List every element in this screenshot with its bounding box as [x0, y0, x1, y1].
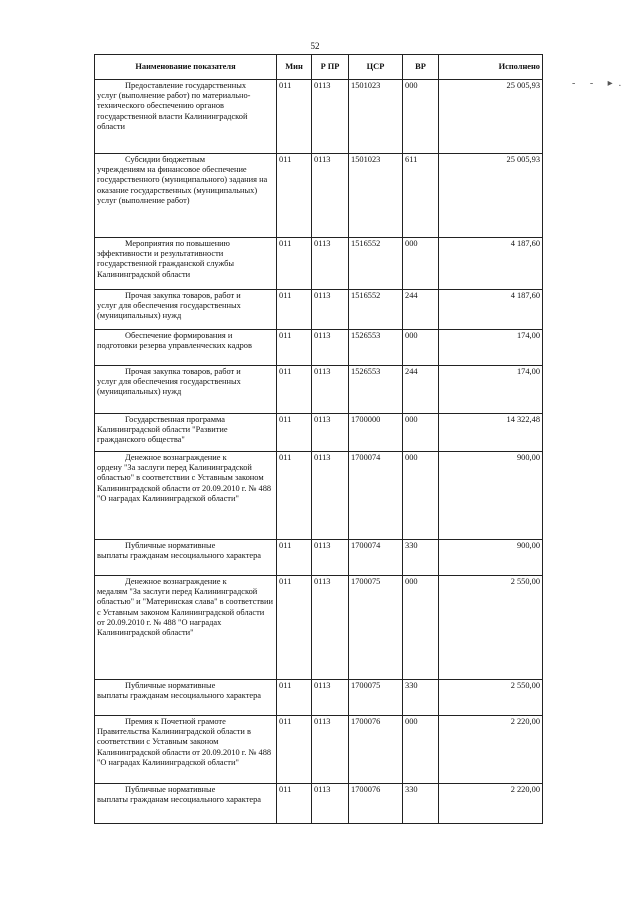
ministry-code-cell: 011	[277, 154, 312, 238]
page-number: 52	[310, 41, 320, 51]
executed-amount-cell: 174,00	[439, 330, 543, 366]
indicator-name-cell	[95, 540, 277, 576]
ministry-code-cell: 011	[277, 238, 312, 290]
indicator-name-rest: услуг для обеспечения государственных (муниципальных) нужд	[97, 301, 241, 321]
executed-amount-cell: 900,00	[439, 540, 543, 576]
indicator-name-rest: медалям "За заслуги перед Калининградской областью" и "Материнская слава" в соответствии с Уставным законом Калининградской области от 20.09.2010 г. № 488 "О наградах Калининградской области"	[97, 587, 273, 638]
ministry-code-cell: 011	[277, 290, 312, 330]
expense-type-cell: 611	[403, 154, 439, 238]
section-code-cell: 0113	[312, 540, 349, 576]
section-code-cell: 0113	[312, 80, 349, 154]
indicator-name-cell	[95, 154, 277, 238]
section-code-cell: 0113	[312, 238, 349, 290]
indicator-name-rest: услуг (выполнение работ) по материально-технического обеспечению органов государственной власти Калининградской области	[97, 91, 251, 131]
target-article-cell: 1516552	[349, 238, 403, 290]
section-code-cell: 0113	[312, 784, 349, 824]
ministry-code-cell: 011	[277, 576, 312, 680]
section-code-cell: 0113	[312, 680, 349, 716]
executed-amount-cell: 14 322,48	[439, 414, 543, 452]
target-article-cell: 1700074	[349, 452, 403, 540]
indicator-name-first-line: Денежное вознаграждение к	[125, 453, 227, 462]
expense-type-cell: 000	[403, 576, 439, 680]
expense-type-cell: 000	[403, 716, 439, 784]
indicator-name-first-line: Прочая закупка товаров, работ и	[125, 291, 241, 300]
executed-amount-cell: 4 187,60	[439, 290, 543, 330]
section-code-cell: 0113	[312, 366, 349, 414]
ministry-code-cell: 011	[277, 80, 312, 154]
indicator-name-first-line: Публичные нормативные	[125, 541, 216, 550]
table-row	[95, 680, 543, 716]
expense-type-cell: 330	[403, 680, 439, 716]
target-article-cell: 1526553	[349, 330, 403, 366]
expense-type-cell: 330	[403, 784, 439, 824]
indicator-name-first-line: Публичные нормативные	[125, 681, 216, 690]
section-code-cell: 0113	[312, 414, 349, 452]
executed-amount-cell: 4 187,60	[439, 238, 543, 290]
ministry-code-cell: 011	[277, 414, 312, 452]
target-article-cell: 1526553	[349, 366, 403, 414]
table-row	[95, 414, 543, 452]
table-row	[95, 784, 543, 824]
indicator-name-cell	[95, 576, 277, 680]
executed-amount-cell: 174,00	[439, 366, 543, 414]
ministry-code-cell: 011	[277, 540, 312, 576]
indicator-name-rest: ордену "За заслуги перед Калининградской областью" в соответствии с Уставным законом Калининградской области от 20.09.2010 г. № 488 "О наградах Калининградской области"	[97, 463, 272, 503]
executed-amount-cell: 2 220,00	[439, 716, 543, 784]
table-header-row	[95, 55, 543, 80]
indicator-name-first-line: Обеспечение формирования и	[125, 331, 233, 340]
indicator-name-cell	[95, 238, 277, 290]
indicator-name-rest: услуг для обеспечения государственных (муниципальных) нужд	[97, 377, 241, 397]
indicator-name-cell	[95, 366, 277, 414]
expense-type-cell: 000	[403, 414, 439, 452]
section-code-cell: 0113	[312, 452, 349, 540]
executed-amount-cell: 2 550,00	[439, 680, 543, 716]
header-rpr: Р ПР	[312, 55, 349, 80]
indicator-name-cell	[95, 330, 277, 366]
indicator-name-cell	[95, 680, 277, 716]
indicator-name-rest: эффективности и результативности государственной гражданской службы Калининградской области	[97, 249, 235, 279]
indicator-name-first-line: Денежное вознаграждение к	[125, 577, 227, 586]
indicator-name-rest: Калининградской области "Развитие гражданского общества"	[97, 425, 228, 445]
executed-amount-cell: 2 550,00	[439, 576, 543, 680]
executed-amount-cell: 25 005,93	[439, 80, 543, 154]
expense-type-cell: 000	[403, 452, 439, 540]
header-vr: ВР	[403, 55, 439, 80]
indicator-name-rest: Правительства Калининградской области в соответствии с Уставным законом Калининградской области от 20.09.2010 г. № 488 "О наградах Калининградской области"	[97, 727, 272, 767]
target-article-cell: 1700074	[349, 540, 403, 576]
target-article-cell: 1700075	[349, 576, 403, 680]
expense-type-cell: 000	[403, 238, 439, 290]
indicator-name-rest: выплаты гражданам несоциального характера	[97, 691, 262, 701]
section-code-cell: 0113	[312, 576, 349, 680]
expense-type-cell: 330	[403, 540, 439, 576]
target-article-cell: 1700000	[349, 414, 403, 452]
table-row	[95, 154, 543, 238]
indicator-name-cell	[95, 414, 277, 452]
indicator-name-first-line: Предоставление государственных	[125, 81, 247, 90]
ministry-code-cell: 011	[277, 366, 312, 414]
indicator-name-cell	[95, 290, 277, 330]
target-article-cell: 1501023	[349, 154, 403, 238]
table-row	[95, 330, 543, 366]
executed-amount-cell: 900,00	[439, 452, 543, 540]
target-article-cell: 1700076	[349, 784, 403, 824]
scan-mark: - - ▸.	[572, 78, 628, 89]
ministry-code-cell: 011	[277, 452, 312, 540]
target-article-cell: 1516552	[349, 290, 403, 330]
table-row	[95, 366, 543, 414]
header-min: Мин	[277, 55, 312, 80]
section-code-cell: 0113	[312, 290, 349, 330]
table-row	[95, 716, 543, 784]
header-amount: Исполнено	[439, 55, 543, 80]
indicator-name-first-line: Премия к Почетной грамоте	[125, 717, 226, 726]
section-code-cell: 0113	[312, 716, 349, 784]
indicator-name-first-line: Субсидии бюджетным	[125, 155, 206, 164]
header-name: Наименование показателя	[95, 55, 277, 80]
indicator-name-rest: учреждениям на финансовое обеспечение государственного (муниципального) задания на оказание государственных (муниципальных) услуг (выполнение работ)	[97, 165, 268, 205]
indicator-name-first-line: Публичные нормативные	[125, 785, 216, 794]
table-row	[95, 290, 543, 330]
indicator-name-rest: подготовки резерва управленческих кадров	[97, 341, 252, 351]
ministry-code-cell: 011	[277, 680, 312, 716]
target-article-cell: 1700075	[349, 680, 403, 716]
ministry-code-cell: 011	[277, 784, 312, 824]
executed-amount-cell: 25 005,93	[439, 154, 543, 238]
expense-type-cell: 244	[403, 366, 439, 414]
table-row	[95, 452, 543, 540]
indicator-name-cell	[95, 452, 277, 540]
expense-type-cell: 000	[403, 330, 439, 366]
indicator-name-cell	[95, 80, 277, 154]
expense-type-cell: 000	[403, 80, 439, 154]
table-row	[95, 540, 543, 576]
section-code-cell: 0113	[312, 330, 349, 366]
indicator-name-first-line: Государственная программа	[125, 415, 226, 424]
table-row	[95, 576, 543, 680]
ministry-code-cell: 011	[277, 330, 312, 366]
header-csr: ЦСР	[349, 55, 403, 80]
expense-type-cell: 244	[403, 290, 439, 330]
indicator-name-first-line: Прочая закупка товаров, работ и	[125, 367, 241, 376]
table-row	[95, 80, 543, 154]
indicator-name-first-line: Мероприятия по повышению	[125, 239, 230, 248]
section-code-cell: 0113	[312, 154, 349, 238]
ministry-code-cell: 011	[277, 716, 312, 784]
indicator-name-rest: выплаты гражданам несоциального характера	[97, 551, 262, 561]
indicator-name-cell	[95, 784, 277, 824]
executed-amount-cell: 2 220,00	[439, 784, 543, 824]
indicator-name-cell	[95, 716, 277, 784]
target-article-cell: 1700076	[349, 716, 403, 784]
target-article-cell: 1501023	[349, 80, 403, 154]
budget-execution-table	[94, 54, 543, 824]
indicator-name-rest: выплаты гражданам несоциального характера	[97, 795, 262, 805]
table-row	[95, 238, 543, 290]
